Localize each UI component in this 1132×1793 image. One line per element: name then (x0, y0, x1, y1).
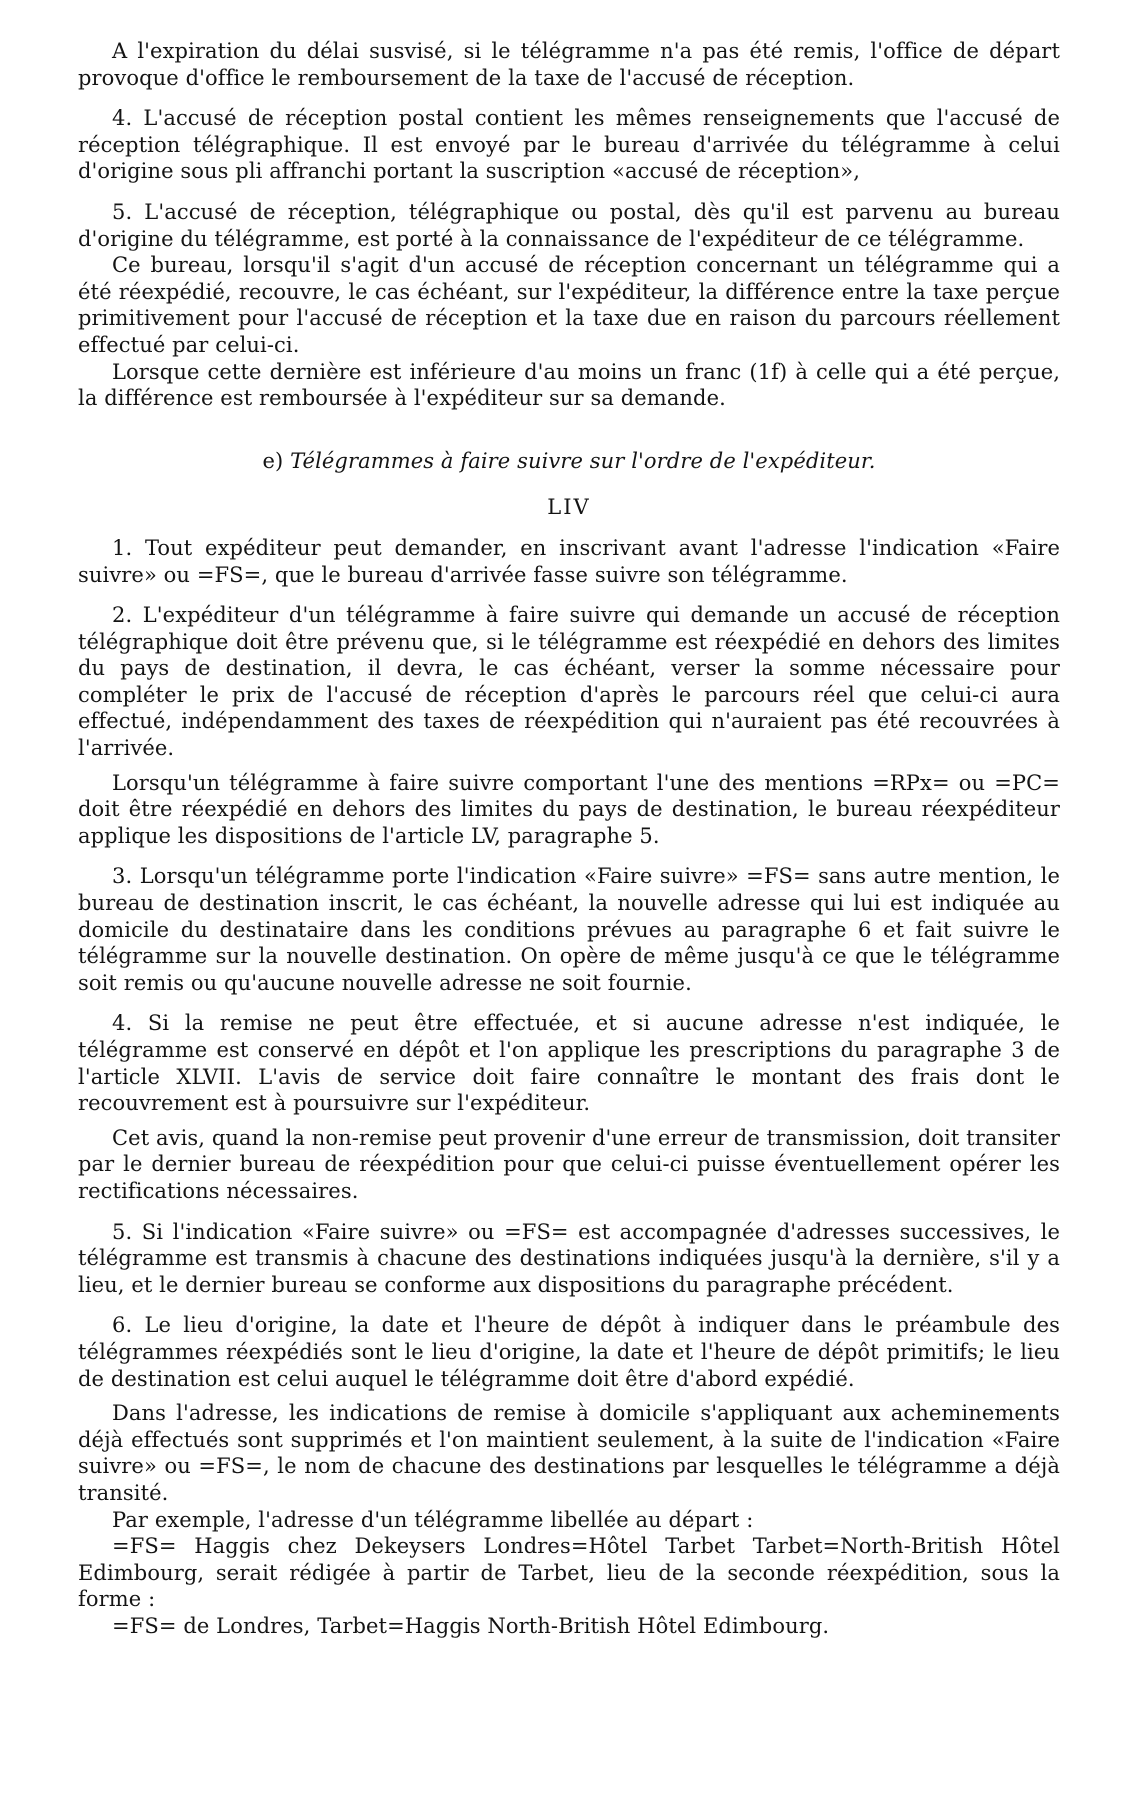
article-paragraph-3: 3. Lorsqu'un télégramme porte l'indication «Faire suivre» =FS= sans autre mention, le bureau de destination inscrit, le cas échéant, la nouvelle adresse qui lui est indiquée au domicile du destinataire dans les conditions prévues au paragraphe 6 et fait suivre le télégramme sur la nouvelle destination. On opère de même jusqu'à ce que le télégramme soit remis ou qu'aucune nouvelle adresse ne soit fournie. (78, 864, 1060, 995)
paragraph-5-refund: Lorsque cette dernière est inférieure d'au moins un franc (1f) à celle qui a été perçue, la différence est remboursée à l'expéditeur sur sa demande. (78, 359, 1060, 411)
paragraph-intro: A l'expiration du délai susvisé, si le télégramme n'a pas été remis, l'office de départ provoque d'office le remboursement de la taxe de l'accusé de réception. (78, 39, 1060, 90)
paragraph-5-continued: Ce bureau, lorsqu'il s'agit d'un accusé de réception concernant un télégramme qui a été réexpédié, recouvre, le cas échéant, sur l'expéditeur, la différence entre la taxe perçue primitivement pour l'accusé de réception et la taxe due en raison du parcours réellement effectué par celui-ci. (78, 253, 1060, 357)
article-number: LIV (547, 495, 591, 520)
article-paragraph-2-continued: Lorsqu'un télégramme à faire suivre comportant l'une des mentions =RPx= ou =PC= doit être réexpédié en dehors des limites du pays de destination, le bureau réexpéditeur applique les dispositions de l'article LV, paragraphe 5. (78, 770, 1060, 848)
article-paragraph-4-continued: Cet avis, quand la non-remise peut provenir d'une erreur de transmission, doit transiter par le dernier bureau de réexpédition pour que celui-ci puisse éventuellement opérer les rectifications nécessaires. (78, 1125, 1060, 1203)
article-paragraph-5: 5. Si l'indication «Faire suivre» ou =FS= est accompagnée d'adresses successives, le télégramme est transmis à chacune des destinations indiquées jusqu'à la dernière, s'il y a lieu, et le dernier bureau se conforme aux dispositions du paragraphe précédent. (78, 1219, 1060, 1297)
section-title-text: Télégrammes à faire suivre sur l'ordre de l'expéditeur. (290, 448, 876, 473)
article-paragraph-6: 6. Le lieu d'origine, la date et l'heure de dépôt à indiquer dans le préambule des télégrammes réexpédiés sont le lieu d'origine, la date et l'heure de dépôt primitifs; le lieu de destination est celui auquel le télégramme doit être d'abord expédié. (78, 1313, 1060, 1391)
article-paragraph-6-example-result: =FS= de Londres, Tarbet=Haggis North-British Hôtel Edimbourg. (112, 1613, 830, 1638)
article-paragraph-1: 1. Tout expéditeur peut demander, en inscrivant avant l'adresse l'indication «Faire suivre» ou =FS=, que le bureau d'arrivée fasse suivre son télégramme. (78, 535, 1060, 587)
section-letter: e) (262, 448, 284, 473)
article-paragraph-6-address: Dans l'adresse, les indications de remise à domicile s'appliquant aux acheminements déjà effectués sont supprimés et l'on maintient seulement, à la suite de l'indication «Faire suivre» ou =FS=, le nom de chacune des destinations par lesquelles le télégramme a déjà transité. (78, 1401, 1060, 1505)
section-title (78, 448, 1060, 475)
article-paragraph-2: 2. L'expéditeur d'un télégramme à faire suivre qui demande un accusé de réception télégraphique doit être prévenu que, si le télégramme est réexpédié en dehors des limites du pays de destination, il devra, le cas échéant, verser la somme nécessaire pour compléter le prix de l'accusé de réception d'après le parcours réel que celui-ci aura effectué, indépendamment des taxes de réexpédition qui n'auraient pas été recouvrées à l'arrivée. (78, 603, 1060, 761)
paragraph-4: 4. L'accusé de réception postal contient les mêmes renseignements que l'accusé de réception télégraphique. Il est envoyé par le bureau d'arrivée du télégramme à celui d'origine sous pli affranchi portant la suscription «accusé de réception», (78, 106, 1060, 184)
paragraph-5: 5. L'accusé de réception, télégraphique ou postal, dès qu'il est parvenu au bureau d'origine du télégramme, est porté à la connaissance de l'expéditeur de ce télégramme. (78, 199, 1060, 251)
article-paragraph-4: 4. Si la remise ne peut être effectuée, et si aucune adresse n'est indiquée, le télégramme est conservé en dépôt et l'on applique les prescriptions du paragraphe 3 de l'article XLVII. L'avis de service doit faire connaître le montant des frais dont le recouvrement est à poursuivre sur l'expéditeur. (78, 1011, 1060, 1116)
article-paragraph-6-example-intro: Par exemple, l'adresse d'un télégramme libellée au départ : (112, 1507, 754, 1532)
article-paragraph-6-example-original: =FS= Haggis chez Dekeysers Londres=Hôtel Tarbet Tarbet=North-British Hôtel Edimbourg, serait rédigée à partir de Tarbet, lieu de la seconde réexpédition, sous la forme : (78, 1534, 1060, 1612)
